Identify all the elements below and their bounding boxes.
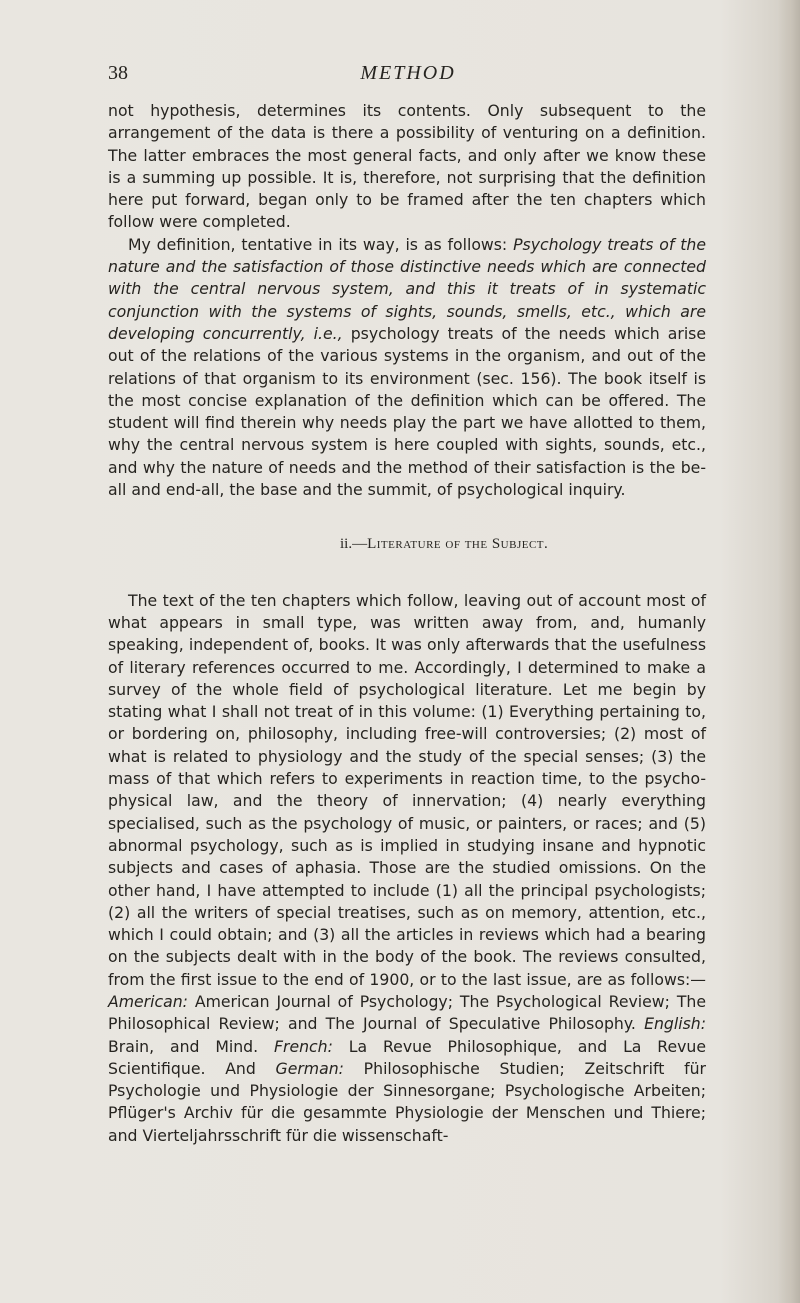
- reviews-american: American Journal of Psychology; The Psychological Review; The Philosophical Review; and The Journal of Speculative Philosophy.: [108, 991, 706, 1034]
- paragraph-1: not hypothesis, determines its contents. Only subsequent to the arrangement of the data is there a possibility of venturing on a definition. The latter embraces the most general facts, and only after we know these is a summing up possible. It is, therefore, not surprising that the definition here put forward, began only to be framed after the ten chapters which follow were completed.: [108, 101, 706, 232]
- page-header: [108, 58, 708, 88]
- paragraph-2-rest: psychology treats of the needs which arise out of the relations of the various systems in the organism, and out of the relations of that organism to its environment (sec. 156). The book itself is the most concise explanation of the definition which can be offered. The student will find therein why needs play the part we have allotted to them, why the central nervous system is here coupled with sights, sounds, etc., and why the nature of needs and the method of their satisfaction is the be-all and end-all, the base and the summit, of psychological inquiry.: [108, 323, 707, 500]
- label-german: German:: [275, 1058, 344, 1078]
- section-number: ii.—: [340, 536, 368, 553]
- label-american: American:: [108, 991, 188, 1011]
- body-text: [108, 100, 706, 1147]
- running-head: METHOD: [360, 62, 456, 84]
- reviews-french: La Revue Philosophique, and La Revue Scientifique. And: [108, 1036, 706, 1078]
- paragraph-2-lead: My definition, tentative in its way, is as follows:: [128, 234, 514, 254]
- section-title: Literature of the Subject.: [367, 536, 549, 553]
- section-heading: [108, 533, 706, 555]
- label-english: English:: [644, 1014, 706, 1034]
- paragraph-2: [108, 234, 706, 502]
- page-edge-shadow: [778, 0, 800, 1303]
- paragraph-3-text: The text of the ten chapters which follow, leaving out of account most of what appears in small type, was written away from, and, humanly speaking, independent of, books. It was only afterwards that the usefulness of literary references occurred to me. Accordingly, I determined to make a survey of the whole field of psychological literature. Let me begin by stating what I shall not treat of in this volume: (1) Everything pertaining to, or bordering on, philosophy, including free-will controversies; (2) most of what is related to physiology and the study of the special senses; (3) the mass of that which refers to experiments in reaction time, to the psycho-physical law, and the theory of innervation; (4) nearly everything specialised, such as the psychology of music, or painters, or races; and (5) abnormal psychology, such as is implied in studying insane and hypnotic subjects and cases of aphasia. Those are the studied omissions. On the other hand, I have attempted to include (1) all the principal psychologists; (2) all the writers of special treatises, such as on memory, attention, etc., which I could obtain; and (3) all the articles in reviews which had a bearing on the subjects dealt with in the body of the book. The reviews consulted, from the first issue to the end of 1900, or to the last issue, are as follows:—: [108, 590, 706, 989]
- definition-italic: Psychology treats of the nature and the satisfaction of those distinctive needs which are connected with the central nervous system, and this it treats of in systematic conjunction with the systems of sights, sounds, smells, etc., which are developing concurrently, i.e.,: [108, 234, 706, 343]
- reviews-german: Philosophische Studien; Zeitschrift für Psychologie und Physiologie der Sinnesorgane; Psychologische Arbeiten; Pflüger's Archiv für die gesammte Physiologie der Menschen und Thiere; and Vierteljahrsschrift für die wissenschaft-: [108, 1058, 706, 1145]
- page-number: 38: [108, 62, 128, 84]
- label-french: French:: [273, 1036, 333, 1056]
- paragraph-3: [108, 590, 706, 1147]
- reviews-english: Brain, and Mind.: [108, 1036, 274, 1056]
